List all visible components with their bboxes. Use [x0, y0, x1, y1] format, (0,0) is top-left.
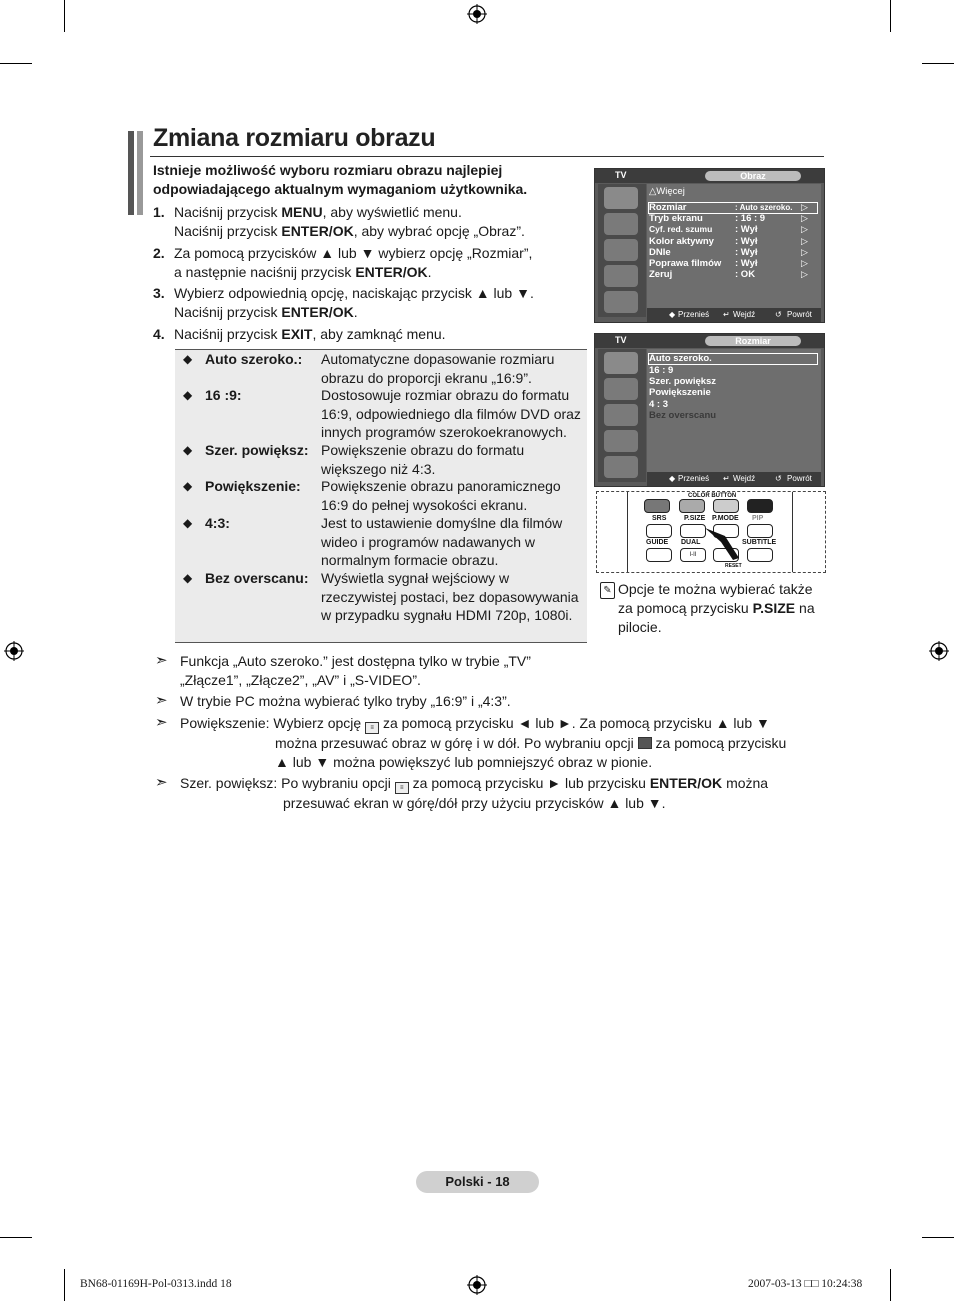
note-text: za pomocą przycisku ► lub przycisku [412, 775, 646, 791]
note-arrow-icon: ➣ [155, 774, 168, 791]
crop-mark [64, 1269, 65, 1301]
option-label: 16 :9: [205, 387, 242, 403]
diamond-bullet-icon: ◆ [183, 571, 193, 585]
bottom-note-zoom [155, 714, 815, 772]
option-desc: Powiększenie obrazu do formatu większego niż 4:3. [321, 442, 525, 477]
screen-menu-tab: Rozmiar [705, 336, 801, 346]
note-text: przesuwać ekran w górę/dół przy użyciu przycisków ▲ lub ▼. [283, 795, 666, 811]
picture-menu-icon [604, 352, 638, 374]
step-1 [153, 203, 583, 241]
menu-item-label: Rozmiar [649, 202, 687, 213]
footer-back: Powrót [787, 310, 812, 319]
step-text: Naciśnij przycisk [174, 326, 282, 342]
channel-menu-icon [604, 239, 638, 261]
option-row [175, 569, 587, 625]
crop-mark [890, 0, 891, 32]
menu-item-value: : OK [735, 269, 756, 280]
enter-icon: ↵ [723, 310, 730, 319]
registration-mark-icon [467, 1275, 487, 1295]
menu-item-label: Auto szeroko. [649, 353, 712, 364]
blue-button [747, 499, 773, 513]
note-text: za pomocą przycisku ◄ lub ►. Za pomocą przycisku ▲ lub ▼ [382, 715, 770, 731]
footer-move: Przenieś [678, 474, 710, 483]
menu-item-label: 4 : 3 [649, 399, 669, 410]
option-row [175, 441, 587, 478]
menu-item-value: : 16 : 9 [735, 213, 766, 224]
bottom-note [155, 652, 815, 690]
page-number: Polski - 18 [416, 1171, 539, 1193]
diamond-bullet-icon: ◆ [183, 443, 193, 457]
green-button [679, 499, 705, 513]
step-number: 1. [153, 204, 165, 220]
footer-back: Powrót [787, 474, 812, 483]
subtitle-button [747, 548, 773, 562]
sound-menu-icon [604, 378, 638, 400]
remote-control-illustration [596, 491, 826, 573]
note-text: Powiększenie: Wybierz opcję [180, 715, 362, 731]
step-text: Wybierz odpowiednią opcję, naciskając przycisk ▲ lub ▼. [174, 285, 534, 301]
note-text: Opcje te można wybierać także za pomocą przycisku [618, 581, 813, 616]
option-label: Bez overscanu: [205, 570, 309, 586]
position-mode-icon: ≡ [395, 782, 409, 794]
crop-mark [922, 1237, 954, 1238]
step-key: MENU [281, 204, 323, 220]
note-line: „Złącze1”, „Złącze2”, „AV” i „S-VIDEO”. [180, 672, 421, 688]
footer-enter: Wejdź [733, 310, 756, 319]
step-key: ENTER/OK [355, 264, 428, 280]
step-text: Za pomocą przycisków ▲ lub ▼ wybierz opcję „Rozmiar”, [174, 245, 533, 261]
note-icon: ✎ [600, 582, 615, 599]
remote-label: DUAL [681, 539, 701, 546]
screen-footer [647, 472, 821, 486]
menu-item-value: : Wył [735, 236, 758, 247]
remote-edge [792, 492, 793, 572]
step-number: 2. [153, 245, 165, 261]
registration-mark-icon [929, 641, 949, 661]
option-desc: Wyświetla sygnał wejściowy w rzeczywistej postaci, bez dopasowywania w przypadku sygnału HDMI 720p, 1080i. [321, 570, 579, 623]
remote-label: GUIDE [646, 539, 669, 546]
title-side-bar [128, 131, 134, 215]
registration-mark-icon [467, 4, 487, 24]
step-key: EXIT [281, 326, 313, 342]
screen-menu-panel [647, 184, 821, 308]
diamond-bullet-icon: ◆ [183, 479, 193, 493]
note-text: Szer. powiększ: Po wybraniu opcji [180, 775, 391, 791]
diamond-bullet-icon: ◆ [183, 352, 193, 366]
crop-mark [0, 63, 32, 64]
screen-sidebar [598, 349, 646, 482]
remote-label: COLOR BUTTON [688, 493, 737, 499]
srs-button [646, 524, 672, 538]
menu-item-label: Szer. powiększ [649, 376, 717, 387]
menu-more: △Więcej [649, 186, 685, 197]
remote-label: RESET [725, 563, 742, 569]
menu-arrow-icon: ▷ [801, 224, 808, 234]
menu-item-label: Cyf. red. szumu [649, 224, 713, 234]
menu-item-value: : Wył [735, 247, 758, 258]
step-text: Naciśnij przycisk [174, 223, 282, 239]
option-label: Auto szeroko.: [205, 351, 303, 367]
screen-footer [647, 308, 821, 322]
menu-item-value: : Wył [735, 224, 758, 235]
option-desc: Powiększenie obrazu panoramicznego 16:9 do pełnej wysokości ekranu. [321, 478, 561, 513]
option-desc: Automatyczne dopasowanie rozmiaru obrazu do proporcji ekranu „16:9”. [321, 351, 555, 386]
step-text: , aby wyświetlić menu. [322, 204, 462, 220]
page-title: Zmiana rozmiaru obrazu [153, 124, 436, 152]
dual-button: I-II [680, 548, 706, 562]
note-key: P.SIZE [752, 600, 796, 616]
step-key: ENTER/OK [281, 223, 354, 239]
option-desc: Dostosowuje rozmiar obrazu do formatu 16:9, odpowiedniego dla filmów DVD oraz innych programów szerokoekranowych. [321, 387, 581, 440]
note-line: Funkcja „Auto szeroko.” jest dostępna tylko w trybie „TV” [180, 653, 531, 669]
screen-menu-tab: Obraz [705, 171, 801, 181]
screen-source-label: TV [615, 170, 627, 180]
remote-label: SRS [652, 515, 667, 522]
note-text: za pomocą przycisku [655, 735, 787, 751]
diamond-bullet-icon: ◆ [183, 388, 193, 402]
step-number: 3. [153, 285, 165, 301]
intro-text: Istnieje możliwość wyboru rozmiaru obrazu najlepiej odpowiadającego aktualnym wymaganiom użytkownika. [153, 162, 528, 197]
screen-sidebar [598, 184, 646, 317]
option-label: Powiększenie: [205, 478, 301, 494]
setup-menu-icon [604, 265, 638, 287]
move-icon: ◆ [669, 474, 676, 483]
menu-item-value: : Auto szeroko. [735, 203, 793, 212]
remote-label: P.SIZE [684, 515, 706, 522]
step-2 [153, 244, 583, 282]
option-row [175, 514, 587, 570]
remote-edge [627, 492, 628, 572]
crop-mark [922, 63, 954, 64]
crop-mark [890, 1269, 891, 1301]
menu-item-label: Tryb ekranu [649, 213, 703, 224]
picture-menu-icon [604, 187, 638, 209]
option-row [175, 477, 587, 514]
step-text: , aby zamknąć menu. [312, 326, 446, 342]
remote-label: SUBTITLE [742, 539, 777, 546]
tv-menu-screen-picture [594, 168, 825, 323]
menu-item-label: Powiększenie [649, 387, 711, 398]
step-text: Naciśnij przycisk [174, 304, 282, 320]
step-text: , aby wybrać opcję „Obraz”. [353, 223, 525, 239]
crop-mark [64, 0, 65, 32]
note-text: można [726, 775, 769, 791]
step-text: a następnie naciśnij przycisk [174, 264, 356, 280]
title-side-bar [137, 131, 143, 215]
note-arrow-icon: ➣ [155, 692, 168, 709]
step-key: ENTER/OK [281, 304, 354, 320]
bottom-note [155, 692, 815, 711]
screen-header [595, 334, 824, 348]
input-menu-icon [604, 456, 638, 478]
remote-label: P.MODE [712, 515, 739, 522]
step-4 [153, 325, 583, 344]
step-3 [153, 284, 583, 322]
step-number: 4. [153, 326, 165, 342]
note-text: można przesuwać obraz w górę i w dół. Po wybraniu opcji [275, 735, 634, 751]
note-arrow-icon: ➣ [155, 714, 168, 731]
hand-pointer-icon [699, 520, 745, 560]
remote-label: PIP [752, 515, 764, 522]
menu-arrow-icon: ▷ [801, 258, 808, 268]
menu-item-label-disabled: Bez overscanu [649, 410, 717, 421]
red-button [644, 499, 670, 513]
menu-item-label: Zeruj [649, 269, 673, 280]
file-info: BN68-01169H-Pol-0313.indd 18 [80, 1278, 232, 1290]
footer-enter: Wejdź [733, 474, 756, 483]
channel-menu-icon [604, 404, 638, 426]
options-table [175, 349, 587, 643]
footer-move: Przenieś [678, 310, 710, 319]
menu-item-label: DNIe [649, 247, 671, 258]
pip-button [747, 524, 773, 538]
date-info: 2007-03-13 □□ 10:24:38 [748, 1278, 863, 1290]
crop-mark [0, 1237, 32, 1238]
note-text: na pilocie. [618, 600, 815, 635]
return-icon: ↺ [775, 474, 782, 483]
menu-item-value: : Wył [735, 258, 758, 269]
option-label: 4:3: [205, 515, 230, 531]
screen-menu-panel [647, 349, 821, 472]
psize-note [600, 580, 825, 637]
menu-arrow-icon: ▷ [801, 269, 808, 279]
sound-menu-icon [604, 213, 638, 235]
input-menu-icon [604, 291, 638, 313]
setup-menu-icon [604, 430, 638, 452]
screen-source-label: TV [615, 335, 627, 345]
menu-arrow-icon: ▷ [801, 213, 808, 223]
menu-arrow-icon: ▷ [801, 202, 808, 212]
enter-icon: ↵ [723, 474, 730, 483]
screen-header [595, 169, 824, 183]
step-text: . [353, 304, 358, 320]
menu-item-label: Poprawa filmów [649, 258, 722, 269]
menu-arrow-icon: ▷ [801, 236, 808, 246]
menu-item-label: Kolor aktywny [649, 236, 714, 247]
note-text: ▲ lub ▼ można powiększyć lub pomniejszyć obraz w pionie. [275, 754, 653, 770]
step-text: . [427, 264, 432, 280]
registration-mark-icon [4, 641, 24, 661]
guide-button [646, 548, 672, 562]
bottom-note-wide-zoom [155, 774, 815, 813]
size-mode-icon [638, 737, 652, 749]
tv-menu-screen-size [594, 333, 825, 487]
option-desc: Jest to ustawienie domyślne dla filmów wideo i programów nadawanych w normalnym formacie obrazu. [321, 515, 563, 568]
menu-arrow-icon: ▷ [801, 247, 808, 257]
option-row [175, 386, 587, 442]
note-line: W trybie PC można wybierać tylko tryby „16:9” i „4:3”. [180, 693, 511, 709]
option-label: Szer. powiększ: [205, 442, 309, 458]
diamond-bullet-icon: ◆ [183, 516, 193, 530]
title-divider [150, 156, 824, 157]
return-icon: ↺ [775, 310, 782, 319]
step-text: Naciśnij przycisk [174, 204, 282, 220]
yellow-button [713, 499, 739, 513]
move-icon: ◆ [669, 310, 676, 319]
option-row [175, 350, 587, 387]
note-arrow-icon: ➣ [155, 652, 168, 669]
position-mode-icon: ≡ [365, 722, 379, 734]
note-key: ENTER/OK [649, 775, 723, 791]
menu-item-label: 16 : 9 [649, 365, 674, 376]
